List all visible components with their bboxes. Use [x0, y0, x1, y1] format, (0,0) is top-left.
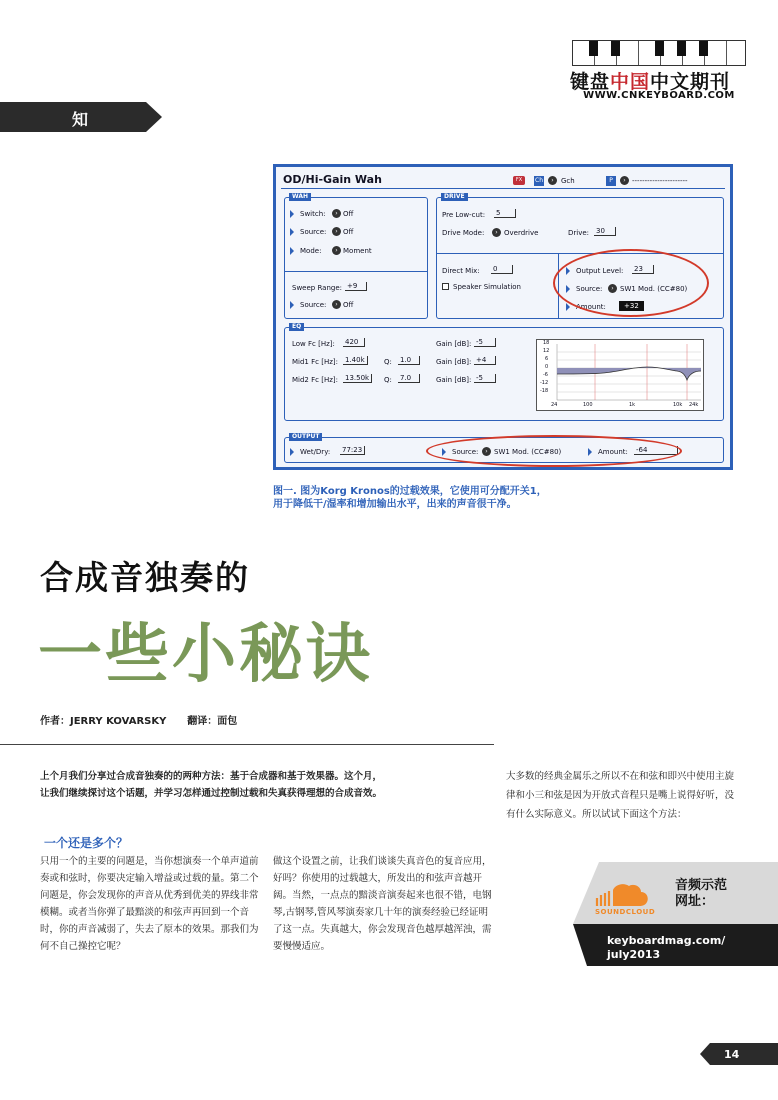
- x-tick: 100: [583, 402, 593, 408]
- section-tab: [0, 102, 162, 132]
- x-tick: 10k: [673, 402, 683, 408]
- pre-lowcut-label: Pre Low-cut:: [442, 211, 486, 219]
- sweep-source-label: Source:: [300, 301, 327, 309]
- output-label: OUTPUT: [289, 433, 322, 441]
- body-column-2: 做这个设置之前，让我们谈谈失真音色的复音应用，好吗？你使用的过载越大，所发出的和弦声音越开阔。当然，一点点的黯淡音演奏起来也很不错，电钢琴,古钢琴,管风琴演奏家几十年的演奏经验已经证明了这一点。失真越大，你会发现音色越厚越浑浊，需要慢慢适应。: [273, 856, 492, 952]
- eq-response-graph: [536, 339, 704, 411]
- highlight-oval-drive: [553, 249, 709, 317]
- wah-source-label: Source:: [300, 228, 327, 236]
- logo-title: 键盘中国中文期刊: [570, 71, 731, 93]
- q1-label: Q:: [384, 358, 392, 366]
- drive-source-label: Source:: [576, 285, 603, 293]
- drive-label: Drive:: [568, 229, 590, 237]
- low-fc-value: 420: [343, 338, 365, 347]
- intro-paragraph: 上个月我们分享过合成音独奏的的两种方法：基于合成器和基于效果器。这个月，让我们继续探讨这个话题，并学习怎样通过控制过载和失真获得理想的合成音效。: [40, 771, 383, 799]
- output-level-value: 23: [632, 265, 654, 274]
- sweep-range-value: +9: [345, 282, 367, 291]
- y-tick: -12: [540, 380, 549, 386]
- x-tick: 24: [551, 402, 558, 408]
- direct-mix-value: 0: [491, 265, 513, 274]
- audio-demo-box: [573, 862, 778, 966]
- wah-source-value: Off: [343, 228, 354, 236]
- drive-source-value: SW1 Mod. (CC#80): [620, 285, 688, 293]
- drive-amount-value: +32: [619, 301, 644, 311]
- mid1-fc-label: Mid1 Fc [Hz]:: [292, 358, 338, 366]
- q2-value: 7.0: [398, 374, 420, 383]
- output-source-label: Source:: [452, 448, 479, 456]
- article-title-line2: 一些小秘诀: [38, 618, 373, 692]
- drive-label: DRIVE: [441, 193, 468, 201]
- output-amount-value: -64: [634, 446, 678, 455]
- mid1-fc-value: 1.40k: [343, 356, 368, 365]
- output-source-value: SW1 Mod. (CC#80): [494, 448, 562, 456]
- wah-mode-value: Moment: [343, 247, 372, 255]
- page-number-tab: [700, 1043, 778, 1065]
- y-tick: 12: [543, 348, 550, 354]
- page-number: 14: [724, 1048, 740, 1061]
- fx-icon: FX: [513, 176, 525, 185]
- sweep-source-value: Off: [343, 301, 354, 309]
- y-tick: 18: [543, 340, 550, 346]
- x-tick: 1k: [629, 402, 636, 408]
- gain3-value: -5: [474, 374, 496, 383]
- body-column-1: 只用一个的主要的问题是，当你想演奏一个单声道前奏或和弦时，你要决定输入增益或过载的量。第二个问题是，你会发现你的声音从优秀到优美的界线非常模糊。或者当你弹了最黯淡的和弦声再回到一个音时，你的声音减弱了，失去了原本的效果。那我们为何不自己操控它呢？: [40, 856, 259, 952]
- mid2-fc-label: Mid2 Fc [Hz]:: [292, 376, 338, 384]
- drive-value: 30: [594, 227, 616, 236]
- y-tick: 0: [545, 364, 549, 370]
- wet-dry-label: Wet/Dry:: [300, 448, 331, 456]
- speaker-sim-label: Speaker Simulation: [453, 283, 521, 291]
- drive-amount-label: Amount:: [576, 303, 606, 311]
- gain2-label: Gain [dB]:: [436, 358, 472, 366]
- effect-title: OD/Hi-Gain Wah: [283, 173, 382, 186]
- wah-switch-label: Switch:: [300, 210, 326, 218]
- output-level-label: Output Level:: [576, 267, 624, 275]
- wah-mode-label: Mode:: [300, 247, 322, 255]
- ch-icon: Ch: [535, 177, 543, 184]
- q1-value: 1.0: [398, 356, 420, 365]
- divider: [0, 744, 494, 745]
- highlight-oval-output: [426, 435, 682, 467]
- wah-switch-value: Off: [343, 210, 354, 218]
- gain3-label: Gain [dB]:: [436, 376, 472, 384]
- pre-lowcut-value: 5: [494, 209, 516, 218]
- q2-label: Q:: [384, 376, 392, 384]
- body-column-3: 大多数的经典金属乐之所以不在和弦和即兴中使用主旋律和小三和弦是因为开放式音程只是嘴上说得好听，没有什么实际意义。所以试试下面这个方法：: [506, 771, 735, 820]
- x-tick: 24k: [689, 402, 699, 408]
- gain1-label: Gain [dB]:: [436, 340, 472, 348]
- effect-screenshot: OD/Hi-Gain Wah FX Ch › Gch P › ---------------------- WAH Switch: › Off Source: › Off Mode: › Moment Sweep Range: +9 Source: › Off DRIVE Pre Low-cut: 5 Drive Mode: › Overdrive Drive: 30 Direct Mix: 0 Speaker Simulation Output Level: 23 Source: › SW1 Mod. (CC#80) Amount: +32 EQ Low Fc [Hz]: 420 Mid1 Fc [Hz]: 1.40k Q: 1.0 Mid2 Fc [Hz]: 13.50k Q: 7.0 Gain [dB]: -5 Gain [dB]: +4 Gain [dB]: -5 18 12 6 0 -6 -12 -18 24 100 1k 10k 24k OUTPUT Wet/Dry: 77:23 Source: › SW1 Mod. (CC#80) Amount: -64: [273, 164, 733, 470]
- audio-demo-url[interactable]: keyboardmag.com/ july2013: [607, 934, 726, 961]
- section-subheading: 一个还是多个？: [44, 836, 129, 850]
- gch-label: Gch: [561, 177, 575, 185]
- p-value: ----------------------: [632, 177, 688, 185]
- y-tick: -18: [540, 388, 549, 394]
- audio-demo-label: 音频示范 网址：: [675, 878, 728, 909]
- eq-label: EQ: [289, 323, 304, 331]
- piano-keys-icon: [572, 40, 746, 66]
- gain1-value: -5: [474, 338, 496, 347]
- sweep-range-label: Sweep Range:: [292, 284, 342, 292]
- y-tick: -6: [543, 372, 548, 378]
- mid2-fc-value: 13.50k: [343, 374, 372, 383]
- ch-dot-icon: ›: [548, 176, 557, 185]
- wah-label: WAH: [289, 193, 311, 201]
- drive-mode-value: Overdrive: [504, 229, 539, 237]
- direct-mix-label: Direct Mix:: [442, 267, 480, 275]
- gain2-value: +4: [474, 356, 496, 365]
- speaker-sim-checkbox: [442, 283, 449, 290]
- section-tab-label: 知: [72, 110, 89, 129]
- magazine-logo: [570, 40, 748, 102]
- output-amount-label: Amount:: [598, 448, 628, 456]
- y-tick: 6: [545, 356, 549, 362]
- soundcloud-brand: SOUNDCLOUD: [595, 908, 656, 916]
- drive-mode-label: Drive Mode:: [442, 229, 485, 237]
- p-dot-icon: ›: [620, 176, 629, 185]
- wet-dry-value: 77:23: [340, 446, 365, 455]
- p-icon: P: [606, 176, 616, 186]
- low-fc-label: Low Fc [Hz]:: [292, 340, 335, 348]
- byline: 作者：JERRY KOVARSKY 翻译：面包: [40, 716, 238, 727]
- figure-caption: 图一. 图为Korg Kronos的过载效果，它使用可分配开关1， 用于降低干/湿率和增加输出水平，出来的声音很干净。: [273, 486, 547, 510]
- article-title-line1: 合成音独奏的: [40, 558, 250, 597]
- logo-url: WWW.CNKEYBOARD.COM: [583, 90, 735, 101]
